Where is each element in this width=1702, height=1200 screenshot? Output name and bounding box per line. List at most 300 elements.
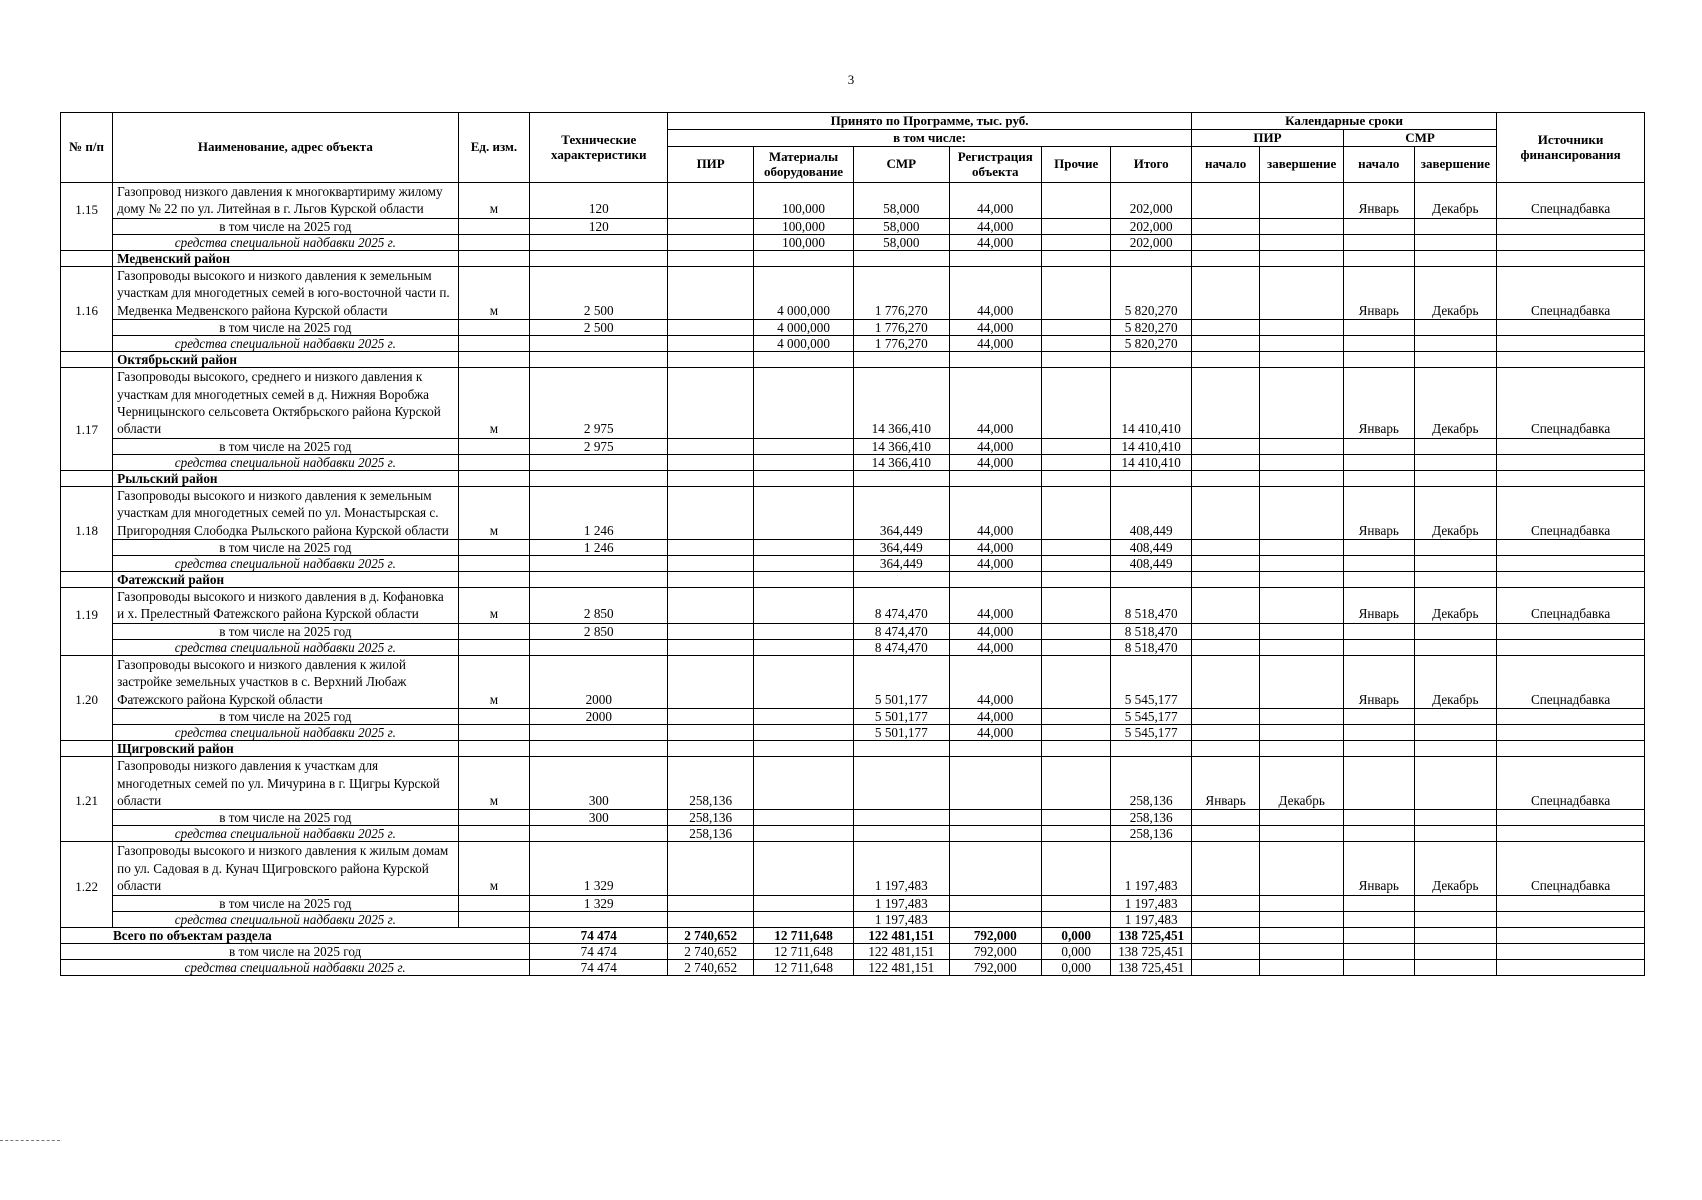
other-cell <box>1041 709 1111 725</box>
pir-cell <box>668 438 754 454</box>
header-other: Прочие <box>1041 147 1111 183</box>
subtotal-2025-row <box>61 623 1645 639</box>
unit-cell: м <box>458 183 530 219</box>
special-2025-row <box>61 336 1645 352</box>
total-cell: 1 197,483 <box>1111 842 1191 895</box>
mat-cell: 100,000 <box>754 183 854 219</box>
empty-cell <box>668 470 754 486</box>
special-2025-row <box>61 556 1645 572</box>
unit-cell <box>458 454 530 470</box>
source-cell: Спецнадбавка <box>1497 842 1645 895</box>
row-index: 1.19 <box>61 588 113 656</box>
tech-cell: 74 474 <box>530 959 668 975</box>
tech-cell: 1 246 <box>530 540 668 556</box>
empty-cell <box>1497 826 1645 842</box>
empty-cell <box>1414 623 1497 639</box>
total-cell: 5 820,270 <box>1111 336 1191 352</box>
empty-cell <box>1414 959 1497 975</box>
total-cell: 138 725,451 <box>1111 943 1191 959</box>
empty-cell <box>1191 556 1259 572</box>
smr-cell: 8 474,470 <box>854 639 950 655</box>
tech-cell: 2 500 <box>530 320 668 336</box>
other-cell: 0,000 <box>1041 927 1111 943</box>
empty-cell <box>1343 826 1414 842</box>
smr-cell: 1 197,483 <box>854 895 950 911</box>
reg-cell: 44,000 <box>949 540 1041 556</box>
unit-cell <box>458 826 530 842</box>
district-row <box>61 470 1645 486</box>
pir-start-cell <box>1191 486 1259 539</box>
mat-cell <box>754 725 854 741</box>
other-cell <box>1041 810 1111 826</box>
smr-start-cell: Январь <box>1343 183 1414 219</box>
subtotal-2025-row <box>61 810 1645 826</box>
smr-cell: 58,000 <box>854 218 950 234</box>
empty-cell <box>854 470 950 486</box>
pir-cell <box>668 725 754 741</box>
total-cell: 202,000 <box>1111 218 1191 234</box>
empty-cell <box>1414 895 1497 911</box>
header-materials: Материалы оборудование <box>754 147 854 183</box>
empty-cell <box>1497 810 1645 826</box>
pir-start-cell <box>1191 842 1259 895</box>
header-tech: Технические характеристики <box>530 113 668 183</box>
empty-cell <box>1260 234 1344 250</box>
empty-cell <box>949 572 1041 588</box>
empty-cell <box>949 352 1041 368</box>
row-sublabel: в том числе на 2025 год <box>113 320 458 336</box>
table-row <box>61 842 1645 895</box>
empty-cell <box>1191 943 1259 959</box>
subtotal-2025-row <box>61 895 1645 911</box>
empty-cell <box>1414 826 1497 842</box>
pir-cell <box>668 556 754 572</box>
row-sublabel: средства специальной надбавки 2025 г. <box>113 725 458 741</box>
mat-cell: 100,000 <box>754 218 854 234</box>
empty-cell <box>1414 250 1497 266</box>
empty-cell <box>1111 741 1191 757</box>
row-index: 1.21 <box>61 757 113 842</box>
other-cell <box>1041 320 1111 336</box>
district-name: Щигровский район <box>113 741 458 757</box>
header-cal-smr: СМР <box>1343 130 1496 147</box>
empty-cell <box>1414 352 1497 368</box>
header-sources: Источники финансирования <box>1497 113 1645 183</box>
row-sublabel: средства специальной надбавки 2025 г. <box>113 336 458 352</box>
mat-cell <box>754 438 854 454</box>
smr-cell <box>854 757 950 810</box>
empty-cell <box>1041 250 1111 266</box>
empty-cell <box>1111 250 1191 266</box>
smr-start-cell: Январь <box>1343 266 1414 319</box>
empty-cell <box>1191 454 1259 470</box>
empty-cell <box>1260 943 1344 959</box>
empty-cell <box>1414 438 1497 454</box>
pir-cell <box>668 911 754 927</box>
mat-cell <box>754 639 854 655</box>
header-no: № п/п <box>61 113 113 183</box>
reg-cell: 44,000 <box>949 438 1041 454</box>
tech-cell: 2000 <box>530 655 668 708</box>
empty-cell <box>1191 218 1259 234</box>
reg-cell <box>949 757 1041 810</box>
empty-cell <box>1260 639 1344 655</box>
tech-cell: 1 329 <box>530 842 668 895</box>
tech-cell: 120 <box>530 218 668 234</box>
row-sublabel: в том числе на 2025 год <box>113 810 458 826</box>
tech-cell: 2 500 <box>530 266 668 319</box>
empty-cell <box>1414 234 1497 250</box>
pir-start-cell: Январь <box>1191 757 1259 810</box>
empty-cell <box>1343 234 1414 250</box>
empty-cell <box>1497 943 1645 959</box>
pir-start-cell <box>1191 368 1259 439</box>
empty-cell <box>1343 639 1414 655</box>
empty-cell <box>1191 725 1259 741</box>
other-cell <box>1041 895 1111 911</box>
pir-cell: 2 740,652 <box>668 959 754 975</box>
tech-cell: 120 <box>530 183 668 219</box>
empty-cell <box>1260 454 1344 470</box>
empty-cell <box>1414 336 1497 352</box>
header-pir: ПИР <box>668 147 754 183</box>
empty-cell <box>1414 810 1497 826</box>
unit-cell <box>458 639 530 655</box>
empty-cell <box>1041 352 1111 368</box>
smr-start-cell: Январь <box>1343 655 1414 708</box>
smr-cell: 122 481,151 <box>854 927 950 943</box>
empty-cell <box>1497 556 1645 572</box>
tech-cell: 300 <box>530 757 668 810</box>
page-number: 3 <box>847 72 855 87</box>
empty-cell <box>1343 438 1414 454</box>
header-pir-end: завершение <box>1260 147 1344 183</box>
empty-cell <box>1111 572 1191 588</box>
empty-cell <box>1497 540 1645 556</box>
other-cell <box>1041 725 1111 741</box>
unit-cell: м <box>458 757 530 810</box>
empty-cell <box>1497 438 1645 454</box>
empty-cell <box>530 470 668 486</box>
unit-cell <box>458 540 530 556</box>
unit-cell: м <box>458 486 530 539</box>
row-sublabel: в том числе на 2025 год <box>113 438 458 454</box>
empty-cell <box>1260 741 1344 757</box>
empty-cell <box>1343 572 1414 588</box>
empty-cell <box>1191 741 1259 757</box>
empty-cell <box>458 352 530 368</box>
special-2025-row <box>61 234 1645 250</box>
total-cell: 8 518,470 <box>1111 639 1191 655</box>
smr-cell: 5 501,177 <box>854 725 950 741</box>
total-cell: 138 725,451 <box>1111 927 1191 943</box>
smr-cell: 58,000 <box>854 183 950 219</box>
empty-cell <box>1191 623 1259 639</box>
empty-cell <box>1343 336 1414 352</box>
pir-cell <box>668 639 754 655</box>
empty-cell <box>1343 352 1414 368</box>
other-cell <box>1041 556 1111 572</box>
district-row <box>61 352 1645 368</box>
pir-cell <box>668 709 754 725</box>
empty-cell <box>530 741 668 757</box>
special-2025-row <box>61 725 1645 741</box>
other-cell <box>1041 655 1111 708</box>
total-cell: 5 820,270 <box>1111 320 1191 336</box>
empty-cell <box>1191 320 1259 336</box>
reg-cell: 44,000 <box>949 183 1041 219</box>
program-table <box>60 112 1645 976</box>
pir-cell <box>668 320 754 336</box>
row-sublabel: в том числе на 2025 год <box>113 895 458 911</box>
unit-cell <box>458 336 530 352</box>
empty-cell <box>1414 639 1497 655</box>
other-cell <box>1041 183 1111 219</box>
unit-cell <box>458 895 530 911</box>
smr-cell: 8 474,470 <box>854 588 950 624</box>
district-index-cell <box>61 470 113 486</box>
pir-end-cell: Декабрь <box>1260 757 1344 810</box>
total-cell: 258,136 <box>1111 810 1191 826</box>
empty-cell <box>1497 895 1645 911</box>
empty-cell <box>1191 810 1259 826</box>
mat-cell: 4 000,000 <box>754 320 854 336</box>
totals-sublabel: средства специальной надбавки 2025 г. <box>61 959 530 975</box>
header-calendar: Календарные сроки <box>1191 113 1496 130</box>
source-cell: Спецнадбавка <box>1497 183 1645 219</box>
totals-sublabel: в том числе на 2025 год <box>61 943 530 959</box>
smr-cell <box>854 826 950 842</box>
empty-cell <box>1260 895 1344 911</box>
reg-cell: 792,000 <box>949 927 1041 943</box>
mat-cell: 4 000,000 <box>754 266 854 319</box>
object-name: Газопроводы высокого и низкого давления в д. Кофановка и х. Прелестный Фатежского района Курской области <box>113 588 458 624</box>
reg-cell: 44,000 <box>949 725 1041 741</box>
pir-cell <box>668 183 754 219</box>
row-index: 1.16 <box>61 266 113 351</box>
district-name: Рыльский район <box>113 470 458 486</box>
empty-cell <box>1497 250 1645 266</box>
row-sublabel: средства специальной надбавки 2025 г. <box>113 639 458 655</box>
empty-cell <box>1260 540 1344 556</box>
empty-cell <box>1260 320 1344 336</box>
object-name: Газопроводы низкого давления к участкам для многодетных семей по ул. Мичурина в г. Щигры Курской области <box>113 757 458 810</box>
source-cell: Спецнадбавка <box>1497 486 1645 539</box>
empty-cell <box>1497 320 1645 336</box>
pir-cell <box>668 895 754 911</box>
object-name: Газопроводы высокого и низкого давления к жилой застройке земельных участков в с. Верхний Любаж Фатежского района Курской области <box>113 655 458 708</box>
empty-cell <box>1260 911 1344 927</box>
empty-cell <box>1497 454 1645 470</box>
pir-cell: 258,136 <box>668 826 754 842</box>
empty-cell <box>1343 556 1414 572</box>
empty-cell <box>668 352 754 368</box>
smr-start-cell: Январь <box>1343 588 1414 624</box>
smr-cell: 1 776,270 <box>854 266 950 319</box>
special-2025-row <box>61 826 1645 842</box>
mat-cell <box>754 588 854 624</box>
empty-cell <box>1191 895 1259 911</box>
pir-cell: 258,136 <box>668 810 754 826</box>
pir-cell <box>668 218 754 234</box>
empty-cell <box>1414 454 1497 470</box>
empty-cell <box>1260 556 1344 572</box>
mat-cell <box>754 842 854 895</box>
empty-cell <box>1497 639 1645 655</box>
other-cell <box>1041 486 1111 539</box>
table-row <box>61 183 1645 219</box>
tech-cell: 2000 <box>530 709 668 725</box>
reg-cell: 44,000 <box>949 336 1041 352</box>
row-sublabel: средства специальной надбавки 2025 г. <box>113 556 458 572</box>
other-cell <box>1041 842 1111 895</box>
empty-cell <box>1414 943 1497 959</box>
empty-cell <box>1497 623 1645 639</box>
object-name: Газопроводы высокого, среднего и низкого давления к участкам для многодетных семей в д. Нижняя Воробжа Черницынского сельсовета Октябрьского района Курской области <box>113 368 458 439</box>
other-cell <box>1041 336 1111 352</box>
empty-cell <box>1041 572 1111 588</box>
pir-cell: 2 740,652 <box>668 927 754 943</box>
totals-2025-row <box>61 943 1645 959</box>
row-index: 1.18 <box>61 486 113 571</box>
unit-cell <box>458 320 530 336</box>
other-cell <box>1041 266 1111 319</box>
object-name: Газопроводы высокого и низкого давления к жилым домам по ул. Садовая в д. Кунач Щигровского района Курской области <box>113 842 458 895</box>
pir-start-cell <box>1191 655 1259 708</box>
smr-start-cell <box>1343 757 1414 810</box>
empty-cell <box>1414 218 1497 234</box>
empty-cell <box>1260 336 1344 352</box>
object-name: Газопроводы высокого и низкого давления к земельным участкам для многодетных семей в юго-восточной части п. Медвенка Медвенского района Курской области <box>113 266 458 319</box>
header-registration: Регистрация объекта <box>949 147 1041 183</box>
empty-cell <box>1414 572 1497 588</box>
pir-end-cell <box>1260 655 1344 708</box>
table-row <box>61 486 1645 539</box>
smr-start-cell: Январь <box>1343 842 1414 895</box>
reg-cell <box>949 826 1041 842</box>
empty-cell <box>1191 352 1259 368</box>
empty-cell <box>949 741 1041 757</box>
mat-cell: 12 711,648 <box>754 927 854 943</box>
source-cell: Спецнадбавка <box>1497 757 1645 810</box>
total-cell: 258,136 <box>1111 757 1191 810</box>
header-name: Наименование, адрес объекта <box>113 113 458 183</box>
pir-end-cell <box>1260 266 1344 319</box>
empty-cell <box>458 250 530 266</box>
header-including: в том числе: <box>668 130 1192 147</box>
tech-cell: 74 474 <box>530 927 668 943</box>
empty-cell <box>1191 639 1259 655</box>
empty-cell <box>854 352 950 368</box>
special-2025-row <box>61 911 1645 927</box>
smr-end-cell: Декабрь <box>1414 655 1497 708</box>
reg-cell <box>949 911 1041 927</box>
row-sublabel: в том числе на 2025 год <box>113 709 458 725</box>
empty-cell <box>1191 540 1259 556</box>
row-index: 1.22 <box>61 842 113 927</box>
total-cell: 5 545,177 <box>1111 725 1191 741</box>
source-cell: Спецнадбавка <box>1497 266 1645 319</box>
reg-cell: 44,000 <box>949 486 1041 539</box>
table-row <box>61 655 1645 708</box>
empty-cell <box>1414 320 1497 336</box>
empty-cell <box>1041 741 1111 757</box>
table-row <box>61 588 1645 624</box>
smr-end-cell: Декабрь <box>1414 842 1497 895</box>
total-cell: 8 518,470 <box>1111 623 1191 639</box>
empty-cell <box>1343 218 1414 234</box>
unit-cell: м <box>458 266 530 319</box>
smr-cell: 122 481,151 <box>854 943 950 959</box>
source-cell: Спецнадбавка <box>1497 588 1645 624</box>
mat-cell <box>754 368 854 439</box>
row-sublabel: в том числе на 2025 год <box>113 540 458 556</box>
empty-cell <box>458 572 530 588</box>
empty-cell <box>1343 540 1414 556</box>
unit-cell <box>458 556 530 572</box>
pir-start-cell <box>1191 588 1259 624</box>
empty-cell <box>1414 470 1497 486</box>
total-cell: 138 725,451 <box>1111 959 1191 975</box>
empty-cell <box>1414 709 1497 725</box>
empty-cell <box>754 470 854 486</box>
empty-cell <box>1191 927 1259 943</box>
smr-end-cell: Декабрь <box>1414 588 1497 624</box>
pir-end-cell <box>1260 588 1344 624</box>
mat-cell <box>754 810 854 826</box>
smr-end-cell <box>1414 757 1497 810</box>
unit-cell: м <box>458 655 530 708</box>
empty-cell <box>754 741 854 757</box>
empty-cell <box>1343 250 1414 266</box>
tech-cell: 1 246 <box>530 486 668 539</box>
mat-cell: 12 711,648 <box>754 959 854 975</box>
empty-cell <box>530 352 668 368</box>
empty-cell <box>1343 741 1414 757</box>
pir-cell <box>668 336 754 352</box>
total-cell: 1 197,483 <box>1111 911 1191 927</box>
smr-end-cell: Декабрь <box>1414 266 1497 319</box>
tech-cell: 1 329 <box>530 895 668 911</box>
row-sublabel: средства специальной надбавки 2025 г. <box>113 454 458 470</box>
reg-cell: 44,000 <box>949 709 1041 725</box>
subtotal-2025-row <box>61 709 1645 725</box>
mat-cell <box>754 826 854 842</box>
total-cell: 408,449 <box>1111 556 1191 572</box>
row-sublabel: средства специальной надбавки 2025 г. <box>113 826 458 842</box>
district-name: Октябрьский район <box>113 352 458 368</box>
other-cell: 0,000 <box>1041 959 1111 975</box>
district-row <box>61 741 1645 757</box>
empty-cell <box>1191 250 1259 266</box>
source-cell: Спецнадбавка <box>1497 368 1645 439</box>
smr-end-cell: Декабрь <box>1414 368 1497 439</box>
pir-cell: 2 740,652 <box>668 943 754 959</box>
row-sublabel: средства специальной надбавки 2025 г. <box>113 911 458 927</box>
reg-cell: 44,000 <box>949 266 1041 319</box>
empty-cell <box>1260 810 1344 826</box>
empty-cell <box>1497 572 1645 588</box>
mat-cell: 12 711,648 <box>754 943 854 959</box>
mat-cell <box>754 556 854 572</box>
empty-cell <box>458 741 530 757</box>
mat-cell <box>754 454 854 470</box>
tech-cell: 2 975 <box>530 438 668 454</box>
empty-cell <box>668 572 754 588</box>
mat-cell <box>754 486 854 539</box>
empty-cell <box>1260 826 1344 842</box>
smr-cell <box>854 810 950 826</box>
